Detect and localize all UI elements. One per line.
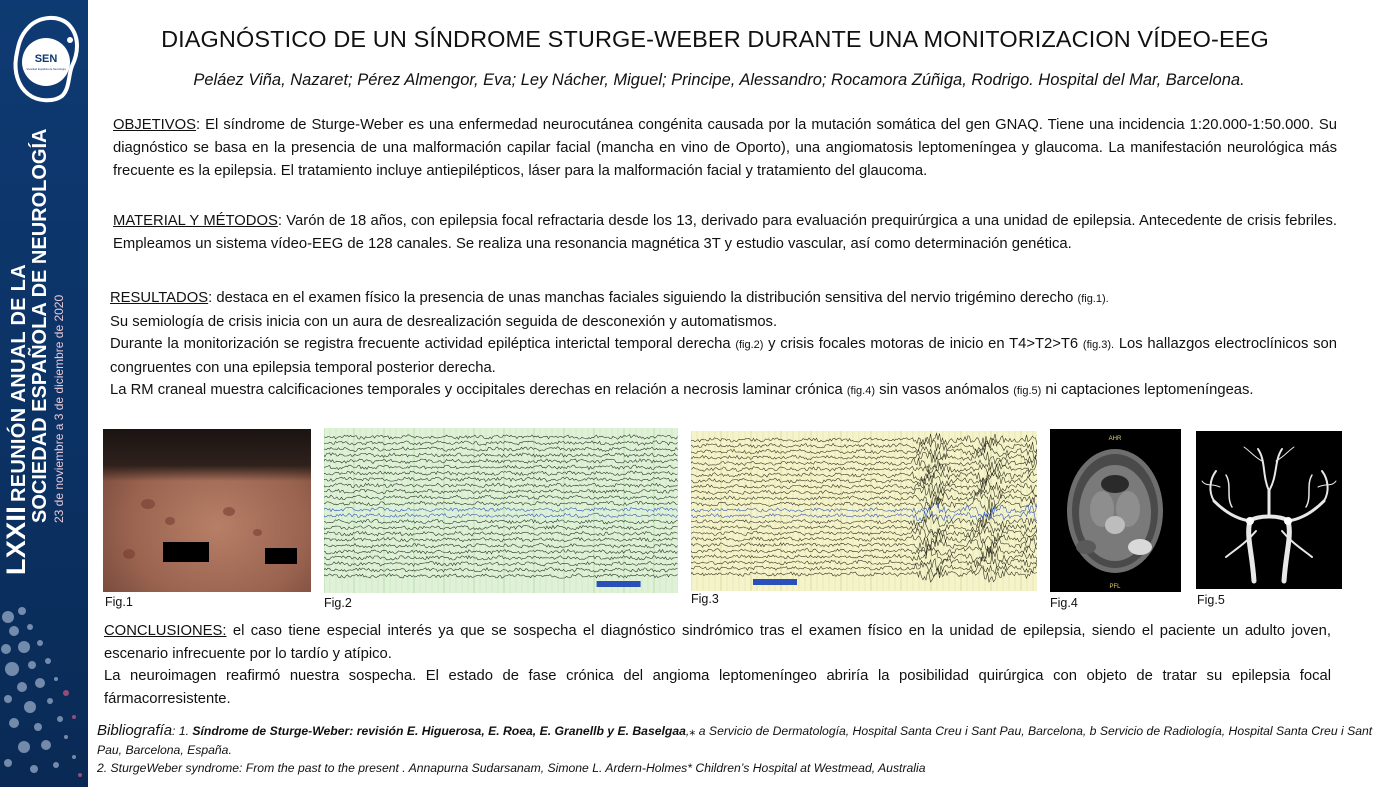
figure-3-eeg-ictal (691, 431, 1037, 591)
event-line2: SOCIEDAD ESPAÑOLA DE NEUROLOGÍA (29, 128, 51, 523)
resultados-p4-ref2: (fig.5) (1013, 385, 1042, 397)
fig5-caption: Fig.5 (1197, 593, 1225, 607)
resultados-p1: : destaca en el examen físico la presencia de unas manchas faciales siguiendo la distribución sensitiva del nervio trigémino derecho (208, 290, 1078, 306)
material-heading: MATERIAL Y MÉTODOS (113, 213, 278, 229)
fig4-top-label: AHR (1108, 436, 1122, 442)
resultados-p3b: y crisis focales motoras de inicio en T4>T2>T6 (763, 336, 1083, 352)
resultados-p2: Su semiología de crisis inicia con un aura de desrealización seguida de desconexión y automatismos. (110, 313, 778, 330)
fig3-caption: Fig.3 (691, 592, 719, 606)
ref1-num: : 1. (172, 724, 193, 738)
material-text: : Varón de 18 años, con epilepsia focal refractaria desde los 13, derivado para evaluación prequirúrgica a una unidad de epilepsia. Antecedente de crisis febriles. Empleamos un sistema vídeo-EEG de 128 canales. Se realiza una resonancia magnética 3T y estudio vascular, así como determinación genética. (113, 213, 1337, 253)
resultados-heading: RESULTADOS (110, 290, 209, 306)
sen-logo (8, 10, 84, 106)
anonymization-bar-left (163, 542, 209, 562)
conclusiones-heading: CONCLUSIONES: (104, 623, 227, 639)
logo-text: SEN (34, 53, 58, 65)
anonymization-bar-right (265, 548, 297, 564)
resultados-p4-ref1: (fig.4) (846, 385, 876, 397)
resultados-p3a: Durante la monitorización se registra frecuente actividad epiléptica interictal temporal derecha (110, 336, 736, 352)
bibliografia-section (97, 722, 1387, 778)
decorative-dots (0, 587, 88, 787)
resultados-p4a: La RM craneal muestra calcificaciones temporales y occipitales derechas en relación a necrosis laminar crónica (110, 382, 847, 398)
figure-1-face-photo (103, 429, 311, 592)
objetivos-text: : El síndrome de Sturge-Weber es una enfermedad neurocutánea congénita causada por la mutación somática del gen GNAQ. Tiene una incidencia 1:20.000-1:50.000. Su diagnóstico se basa en la presencia de una malformación capilar facial (mancha en vino de Oporto), una angiomatosis leptomeníngea y glaucoma. La manifestación neurológica más frecuente es la epilepsia. El tratamiento incluye antiepilépticos, láser para la malformación facial y tratamiento del glaucoma. (113, 117, 1337, 180)
conclusiones-p2: La neuroimagen reafirmó nuestra sospecha. El estado de fase crónica del angioma leptomeníngeo abriría la posibilidad quirúrgica con objeto de tratar su epilepsia focal fármacorresistente. (104, 668, 1331, 707)
resultados-p4c: ni captaciones leptomeníngeas. (1041, 382, 1254, 398)
fig1-caption: Fig.1 (105, 595, 133, 609)
resultados-p1-ref: (fig.1). (1077, 293, 1109, 305)
conclusiones-section (104, 620, 1331, 710)
resultados-p3-ref2: (fig.3). (1082, 339, 1115, 351)
poster-title: DIAGNÓSTICO DE UN SÍNDROME STURGE-WEBER DURANTE UNA MONITORIZACION VÍDEO-EEG (161, 26, 1269, 52)
objetivos-section (113, 114, 1337, 184)
fig2-caption: Fig.2 (324, 596, 352, 610)
event-banner (1, 128, 67, 575)
resultados-section (110, 287, 1337, 403)
bibliografia-label: Bibliografía (97, 722, 173, 739)
ref2: 2. SturgeWeber syndrome: From the past to the present . Annapurna Sudarsanam, Simone L. Ardern-Holmes* Children’s Hospital at Westmead, Australia (97, 761, 926, 775)
event-dates: 23 de noviembre a 3 de diciembre de 2020 (52, 294, 66, 523)
fig4-caption: Fig.4 (1050, 596, 1078, 610)
ref1-title: Síndrome de Sturge-Weber: revisión E. Higuerosa, E. Roea, E. Granellb y E. Baselgaa (192, 724, 686, 738)
fig4-bottom-label: PFL (1109, 584, 1121, 590)
material-section (113, 210, 1337, 256)
resultados-p3-ref1: (fig.2) (735, 339, 764, 351)
event-line1: REUNIÓN ANUAL DE LA (8, 264, 30, 502)
resultados-p3c: Los hallazgos electroclínicos son congruentes con una epilepsia temporal posterior derecha. (110, 336, 1337, 376)
event-number: LXXII (1, 505, 31, 575)
ref1-rest: ,⁎ a Servicio de Dermatología, Hospital Santa Creu i Sant Pau, Barcelona, b Servicio de Radiología, Hospital Santa Creu i Sant Pau, Barcelona, España. (97, 724, 1373, 757)
sidebar-banner (0, 0, 88, 787)
objetivos-heading: OBJETIVOS (113, 117, 197, 133)
authors: Peláez Viña, Nazaret; Pérez Almengor, Eva; Ley Nácher, Miguel; Principe, Alessandro; Rocamora Zúñiga, Rodrigo. Hospital del Mar, Barcelona. (193, 71, 1245, 89)
conclusiones-p1: el caso tiene especial interés ya que se sospecha el diagnóstico sindrómico tras el examen físico en la unidad de epilepsia, siendo el paciente un adulto joven, escenario infrecuente por lo tardío y atípico. (104, 623, 1331, 662)
resultados-p4b: sin vasos anómalos (875, 382, 1014, 398)
figure-2-eeg-interictal (324, 428, 678, 593)
figure-5-angiography (1196, 431, 1342, 589)
figure-4-mri-axial (1050, 429, 1181, 592)
logo-subtext: Sociedad Española de Neurología (26, 68, 66, 71)
